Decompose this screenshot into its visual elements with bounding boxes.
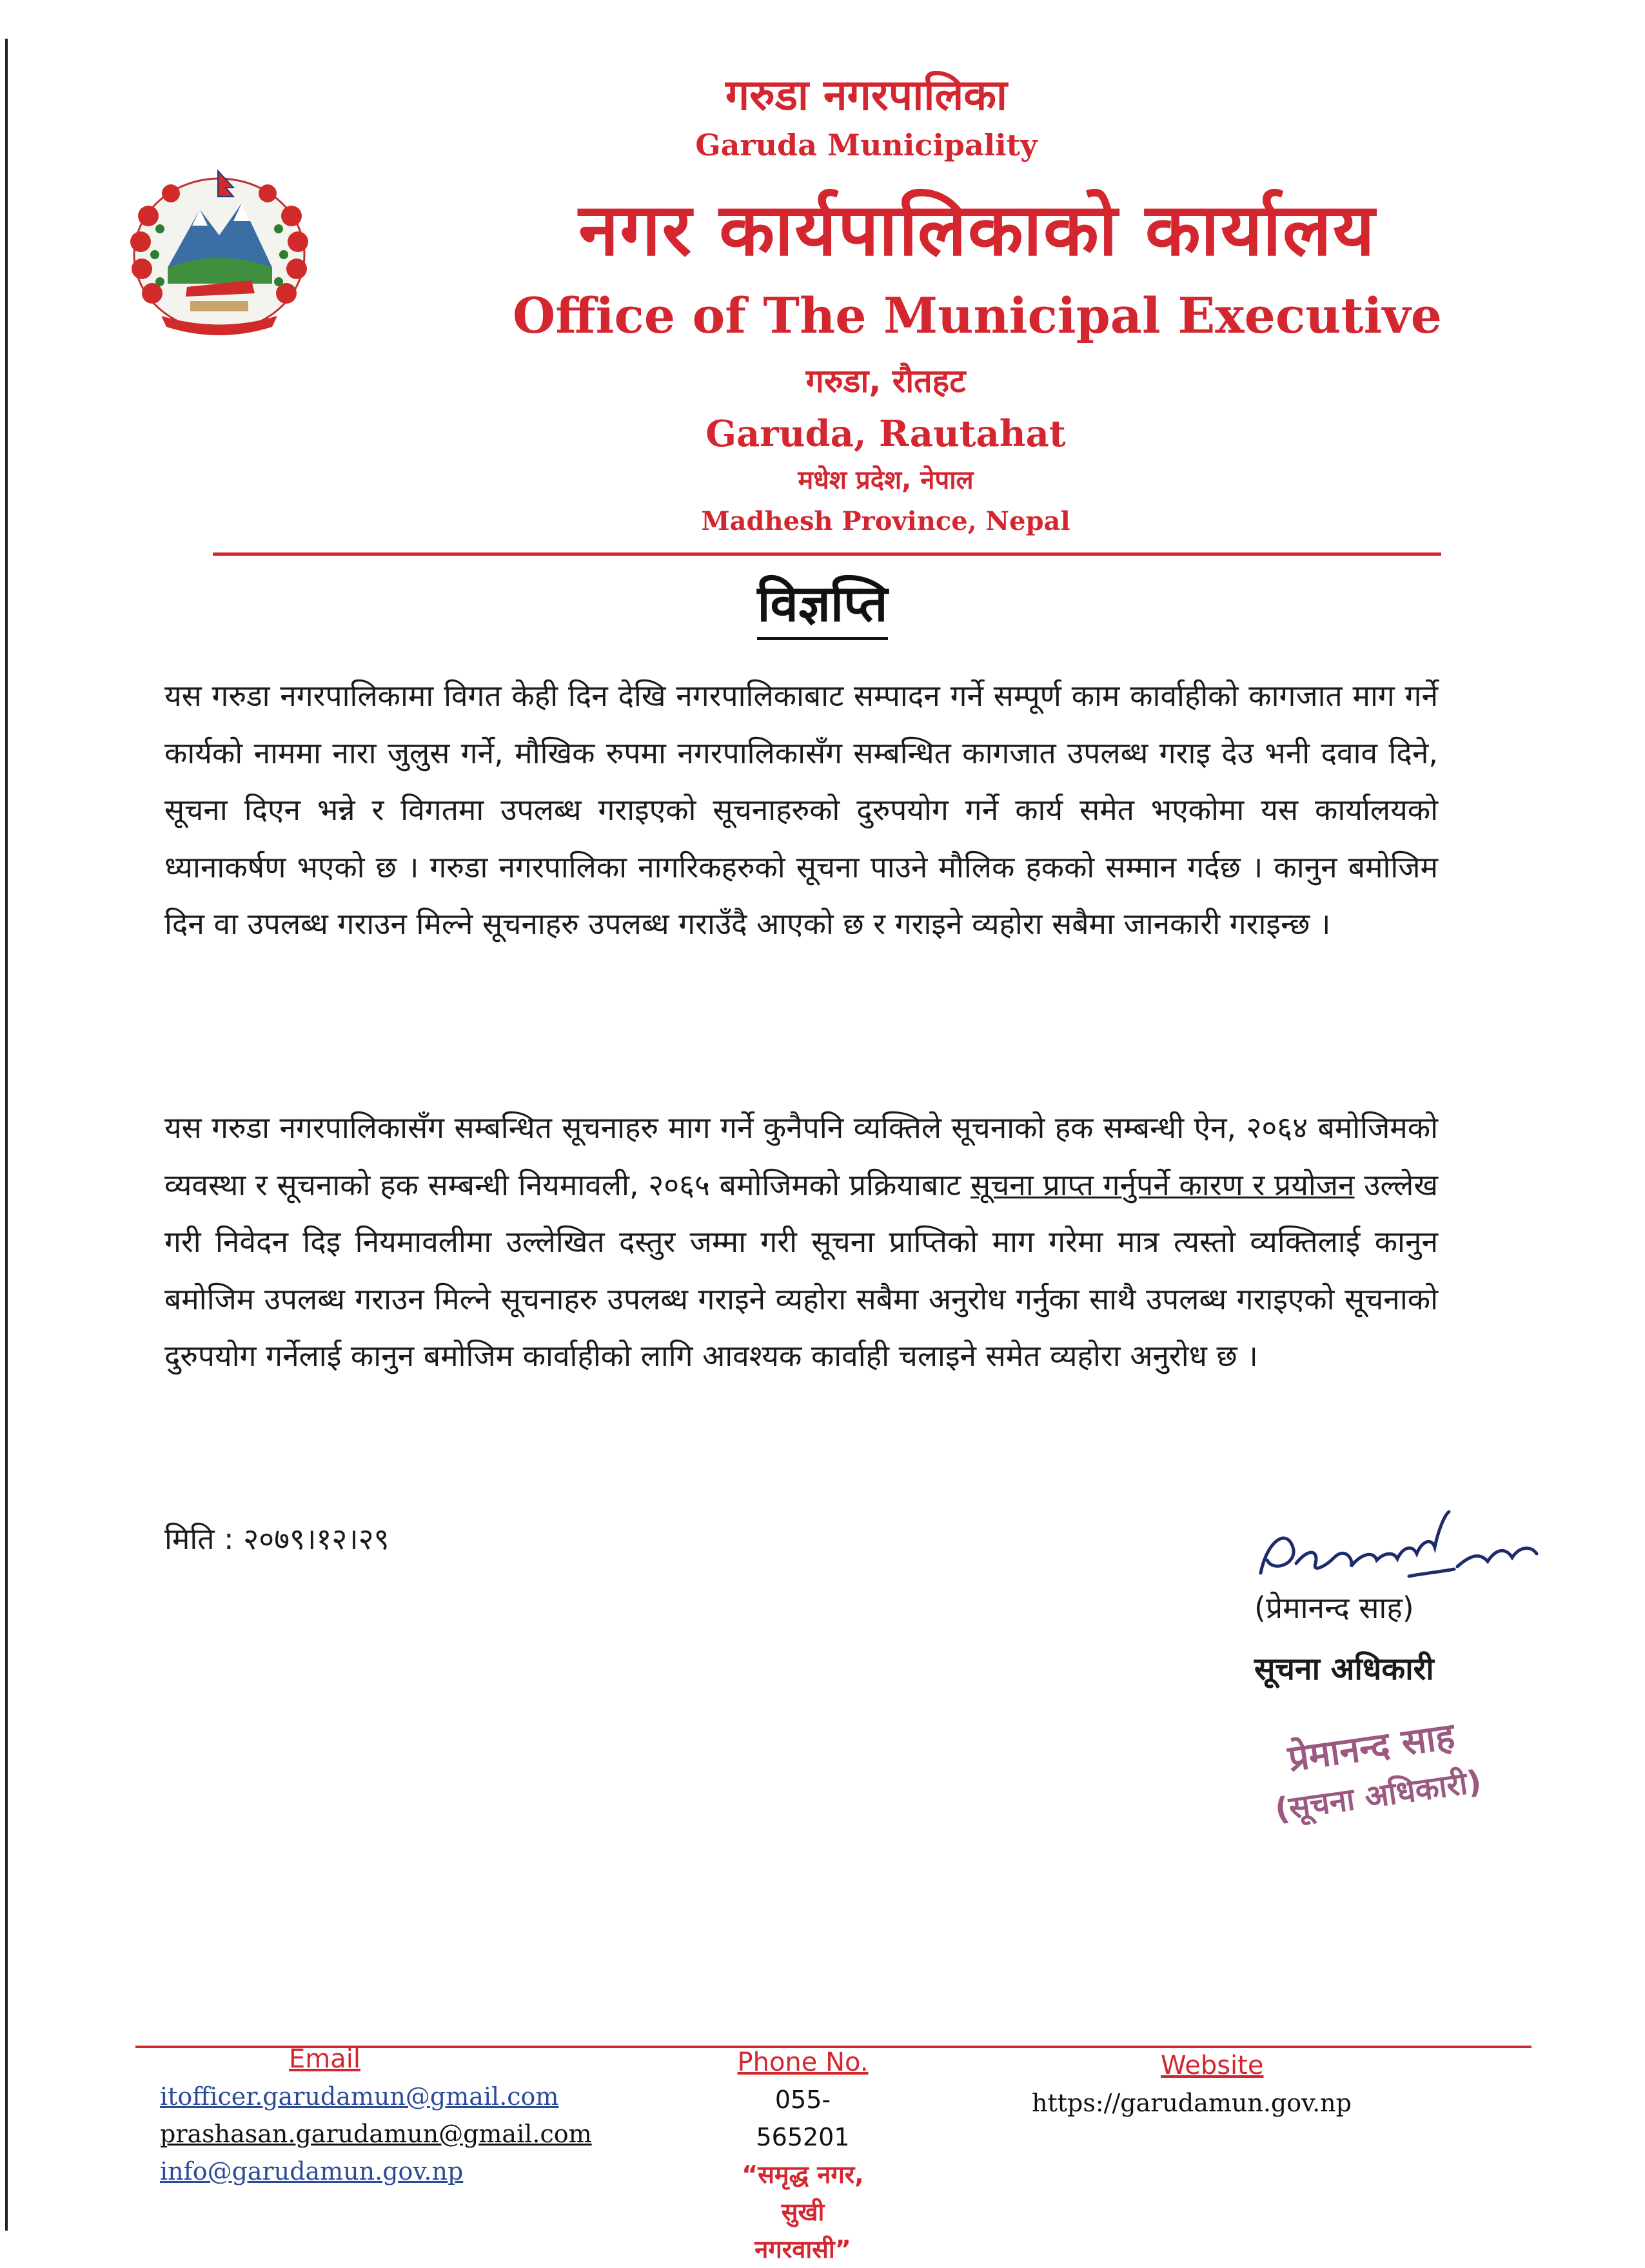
footer-email-block (160, 2040, 592, 2190)
stamp-name: प्रेमानन्द साह (1285, 1715, 1457, 1781)
slogan-line-2: सुखी नगरवासी” (754, 2198, 851, 2263)
para2-underlined-text: सूचना प्राप्त गर्नुपर्ने कारण र प्रयोजन (970, 1167, 1355, 1202)
website-heading: Website (1161, 2051, 1264, 2080)
office-name-english: Office of The Municipal Executive (513, 287, 1442, 344)
handwritten-signature (1248, 1502, 1544, 1592)
province-nepali: मधेश प्रदेश, नेपाल (798, 465, 974, 495)
website-link[interactable]: https://garudamun.gov.np (1032, 2089, 1352, 2117)
email-link-info[interactable]: info@garudamun.gov.np (160, 2157, 464, 2185)
email-link-prashasan[interactable]: prashasan.garudamun@gmail.com (160, 2120, 592, 2148)
footer-website-block (1032, 2047, 1352, 2122)
notice-paragraph-1: यस गरुडा नगरपालिकामा विगत केही दिन देखि नगरपालिकाबाट सम्पादन गर्ने सम्पूर्ण काम कार्वाहीको कागजात माग गर्ने कार्यको नाममा नारा जुलुस गर्ने, मौखिक रुपमा नगरपालिकासँग सम्बन्धित कागजात उपलब्ध गराइ देउ भनी दवाव दिने, सूचना दिएन भन्ने र विगतमा उपलब्ध गराइएको सूचनाहरुको दुरुपयोग गर्ने कार्य समेत भएकोमा यस कार्यालयको ध्यानाकर्षण भएको छ । गरुडा नगरपालिका नागरिकहरुको सूचना पाउने मौलिक हकको सम्मान गर्दछ । कानुन बमोजिम दिन वा उपलब्ध गराउन मिल्ने सूचनाहरु उपलब्ध गराउँदै आएको छ र गराइने व्यहोरा सबैमा जानकारी गराइन्छ । (164, 678, 1438, 941)
stamp-title: (सूचना अधिकारी) (1272, 1763, 1484, 1828)
office-name-nepali: नगर कार्यपालिकाको कार्यालय (578, 188, 1376, 272)
para2-text-start: यस गरुडा नगरपालिकासँग सम्बन्धित सूचनाहरु माग गर्ने कुनैपनि व्यक्तिले सूचनाको हक सम्बन्धी ऐन, २०६४ बमोजिमको व्यवस्था र सूचनाको हक सम्बन्धी नियमावली, २०६५ बमोजिमको प्रक्रियाबाट (164, 1110, 1438, 1202)
notice-paragraph-2 (164, 1099, 1438, 1385)
notice-date: मिति : २०७९।१२।२९ (164, 1521, 389, 1556)
province-english: Madhesh Province, Nepal (701, 506, 1070, 536)
municipality-name-english: Garuda Municipality (695, 128, 1038, 162)
officer-stamp (1265, 1707, 1484, 1830)
email-heading: Email (289, 2044, 360, 2074)
slogan-line-1: “समृद्ध नगर, (742, 2160, 864, 2189)
officer-name: (प्रेमानन्द साह) (1254, 1590, 1414, 1625)
letterhead-divider (213, 552, 1441, 556)
notice-title (0, 567, 1645, 636)
notice-title-text: विज्ञप्ति (757, 575, 887, 640)
scan-edge (5, 39, 8, 2231)
footer-phone-block (732, 2044, 874, 2268)
place-english: Garuda, Rautahat (705, 413, 1066, 455)
officer-title: सूचना अधिकारी (1254, 1651, 1434, 1687)
municipality-name-nepali: गरुडा नगरपालिका (725, 70, 1007, 120)
place-nepali: गरुडा, रौतहट (805, 362, 966, 400)
phone-number: 055-565201 (756, 2086, 850, 2151)
para2-text-end: उल्लेख गरी निवेदन दिइ नियमावलीमा उल्लेखित दस्तुर जम्मा गरी सूचना प्राप्तिको माग गरेमा मात्र त्यस्तो व्यक्तिलाई कानुन बमोजिम उपलब्ध गराउन मिल्ने सूचनाहरु उपलब्ध गराइने व्यहोरा सबैमा अनुरोध गर्नुका साथै उपलब्ध गराइएको सूचनाको दुरुपयोग गर्नेलाई कानुन बमोजिम कार्वाहीको लागि आवश्यक कार्वाही चलाइने समेत व्यहोरा अनुरोध छ । (164, 1167, 1438, 1373)
email-link-itofficer[interactable]: itofficer.garudamun@gmail.com (160, 2082, 559, 2111)
phone-heading: Phone No. (737, 2048, 869, 2077)
